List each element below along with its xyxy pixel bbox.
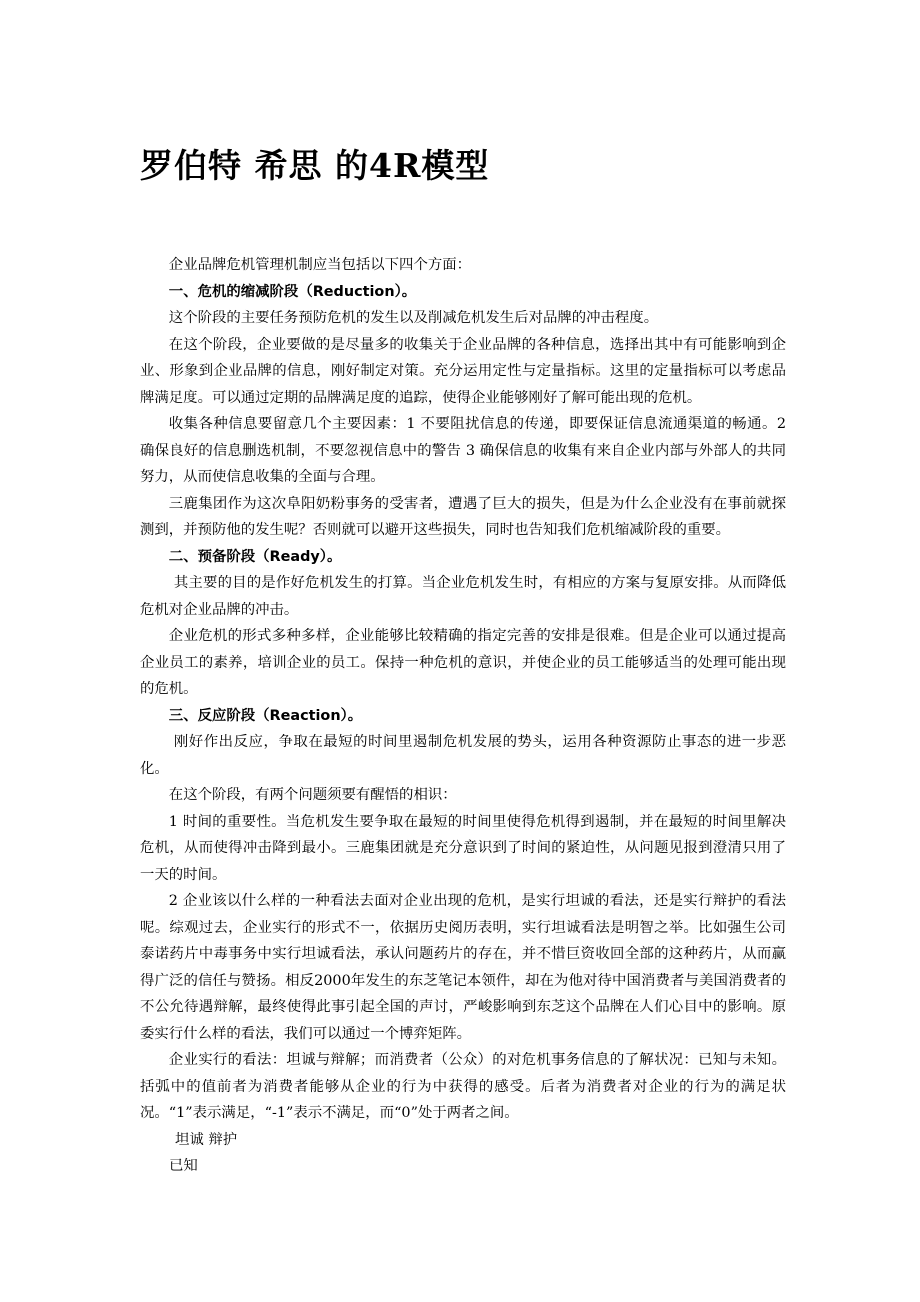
paragraph: 在这个阶段，企业要做的是尽量多的收集关于企业品牌的各种信息，选择出其中有可能影响到企业、形象到企业品牌的信息，刚好制定对策。充分运用定性与定量指标。这里的定量指标可以考虑品牌满足度。可以通过定期的品牌满足度的追踪，使得企业能够刚好了解可能出现的危机。 (140, 336, 786, 406)
matrix-column-labels: 坦诚 辩护 (175, 1131, 238, 1148)
paragraph: 2 企业该以什么样的一种看法去面对企业出现的危机，是实行坦诚的看法，还是实行辩护的看法呢。综观过去，企业实行的形式不一，依据历史阅历表明，实行坦诚看法是明智之举。比如强生公司泰诺药片中毒事务中实行坦诚看法，承认问题药片的存在，并不惜巨资收回全部的这种药片，从而赢得广泛的信任与赞扬。相反2000年发生的东芝笔记本领件，却在为他对待中国消费者与美国消费者的不公允待遇辩解，最终使得此事引起全国的声讨，严峻影响到东芝这个品牌在人们心目中的影响。原委实行什么样的看法，我们可以通过一个博弈矩阵。 (140, 893, 786, 1042)
paragraph: 1 时间的重要性。当危机发生要争取在最短的时间里使得危机得到遏制，并在最短的时间里解决危机，从而使得冲击降到最小。三鹿集团就是充分意识到了时间的紧迫性，从问题见报到澄清只用了一天的时间。 (140, 813, 786, 883)
paragraph: 三鹿集团作为这次阜阳奶粉事务的受害者，遭遇了巨大的损失，但是为什么企业没有在事前就探测到，并预防他的发生呢？否则就可以避开这些损失，同时也告知我们危机缩减阶段的重要。 (140, 495, 786, 538)
matrix-row-label: 已知 (169, 1158, 198, 1174)
paragraph: 这个阶段的主要任务预防危机的发生以及削减危机发生后对品牌的冲击程度。 (168, 310, 659, 326)
section-heading-reduction: 一、危机的缩减阶段（Reduction）。 (168, 283, 417, 300)
paragraph: 企业实行的看法：坦诚与辩解；而消费者（公众）的对危机事务信息的了解状况：已知与未知。括弧中的值前者为消费者能够从企业的行为中获得的感受。后者为消费者对企业的行为的满足状况。“1”表示满足，“-1”表示不满足，而“0”处于两者之间。 (140, 1052, 786, 1121)
paragraph: 刚好作出反应，争取在最短的时间里遏制危机发展的势头，运用各种资源防止事态的进一步恶化。 (140, 734, 786, 777)
paragraph: 收集各种信息要留意几个主要因素：1 不要阻扰信息的传递，即要保证信息流通渠道的畅通。2 确保良好的信息删选机制，不要忽视信息中的警告 3 确保信息的收集有来自企业内部与外部人的共同努力，从而使信息收集的全面与合理。 (140, 416, 786, 485)
paragraph: 在这个阶段，有两个问题须要有醒悟的相识： (168, 787, 457, 803)
section-heading-ready: 二、预备阶段（Ready）。 (168, 548, 342, 565)
intro-paragraph: 企业品牌危机管理机制应当包括以下四个方面： (168, 257, 472, 273)
section-heading-reaction: 三、反应阶段（Reaction）。 (168, 707, 363, 724)
paragraph: 企业危机的形式多种多样，企业能够比较精确的指定完善的安排是很难。但是企业可以通过提高企业员工的素养，培训企业的员工。保持一种危机的意识，并使企业的员工能够适当的处理可能出现的危机。 (140, 628, 786, 697)
document-body (140, 252, 786, 1180)
paragraph: 其主要的目的是作好危机发生的打算。当企业危机发生时，有相应的方案与复原安排。从而降低危机对企业品牌的冲击。 (140, 575, 786, 618)
page-title: 罗伯特 希思 的4R模型 (140, 146, 490, 185)
